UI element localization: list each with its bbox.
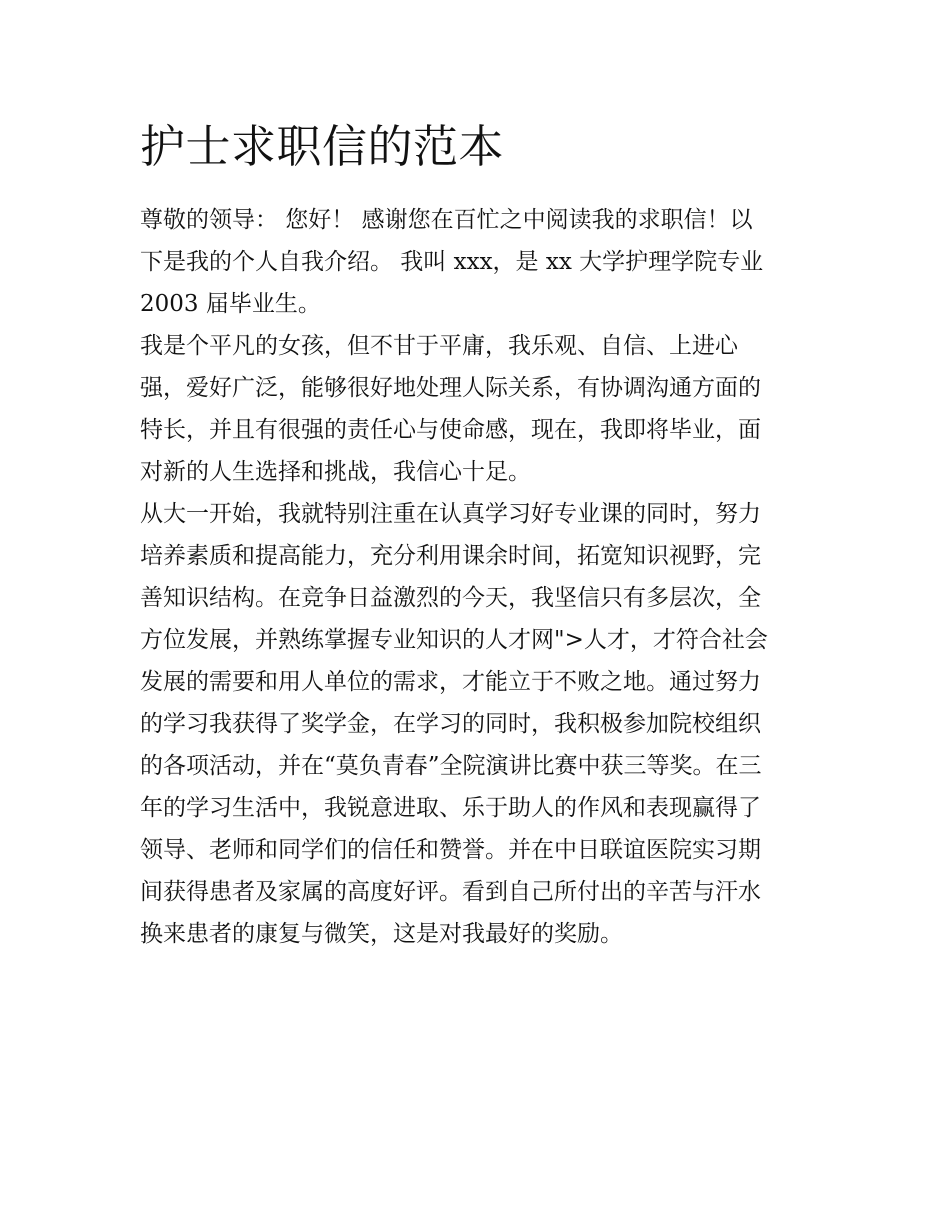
text-line: 换来患者的康复与微笑，这是对我最好的奖励。 xyxy=(140,921,623,947)
paragraph-experience xyxy=(140,494,812,954)
text-line: 2003 届毕业生。 xyxy=(140,291,321,317)
paragraph-greeting xyxy=(140,200,812,324)
text-line: 的学习我获得了奖学金，在学习的同时，我积极参加院校组织 xyxy=(140,711,761,737)
text-line: 培养素质和提高能力，充分利用课余时间，拓宽知识视野，完 xyxy=(140,543,761,569)
text-line: 间获得患者及家属的高度好评。看到自己所付出的辛苦与汗水 xyxy=(140,879,761,905)
text-line: 的各项活动，并在“莫负青春”全院演讲比赛中获三等奖。在三 xyxy=(140,753,762,779)
text-line: 我是个平凡的女孩，但不甘于平庸，我乐观、自信、上进心 xyxy=(140,333,738,359)
paragraph-personality xyxy=(140,326,812,492)
document-title: 护士求职信的范本 xyxy=(140,120,505,173)
text-line: 特长，并且有很强的责任心与使命感，现在，我即将毕业，面 xyxy=(140,417,761,443)
text-line: 尊敬的领导： 您好！ 感谢您在百忙之中阅读我的求职信！以 xyxy=(140,207,753,233)
document-content xyxy=(140,112,812,956)
text-line: 从大一开始，我就特别注重在认真学习好专业课的同时，努力 xyxy=(140,501,761,527)
text-line: 发展的需要和用人单位的需求，才能立于不败之地。通过努力 xyxy=(140,669,761,695)
text-line: 年的学习生活中，我锐意进取、乐于助人的作风和表现赢得了 xyxy=(140,795,761,821)
text-line: 善知识结构。在竞争日益激烈的今天，我坚信只有多层次，全 xyxy=(140,585,761,611)
text-line: 下是我的个人自我介绍。 我叫 xxx，是 xx 大学护理学院专业 xyxy=(140,249,764,275)
text-line: 对新的人生选择和挑战，我信心十足。 xyxy=(140,459,531,485)
text-line: 强，爱好广泛，能够很好地处理人际关系，有协调沟通方面的 xyxy=(140,375,761,401)
text-line: 方位发展，并熟练掌握专业知识的人才网">人才，才符合社会 xyxy=(140,627,768,653)
text-line: 领导、老师和同学们的信任和赞誉。并在中日联谊医院实习期 xyxy=(140,837,761,863)
